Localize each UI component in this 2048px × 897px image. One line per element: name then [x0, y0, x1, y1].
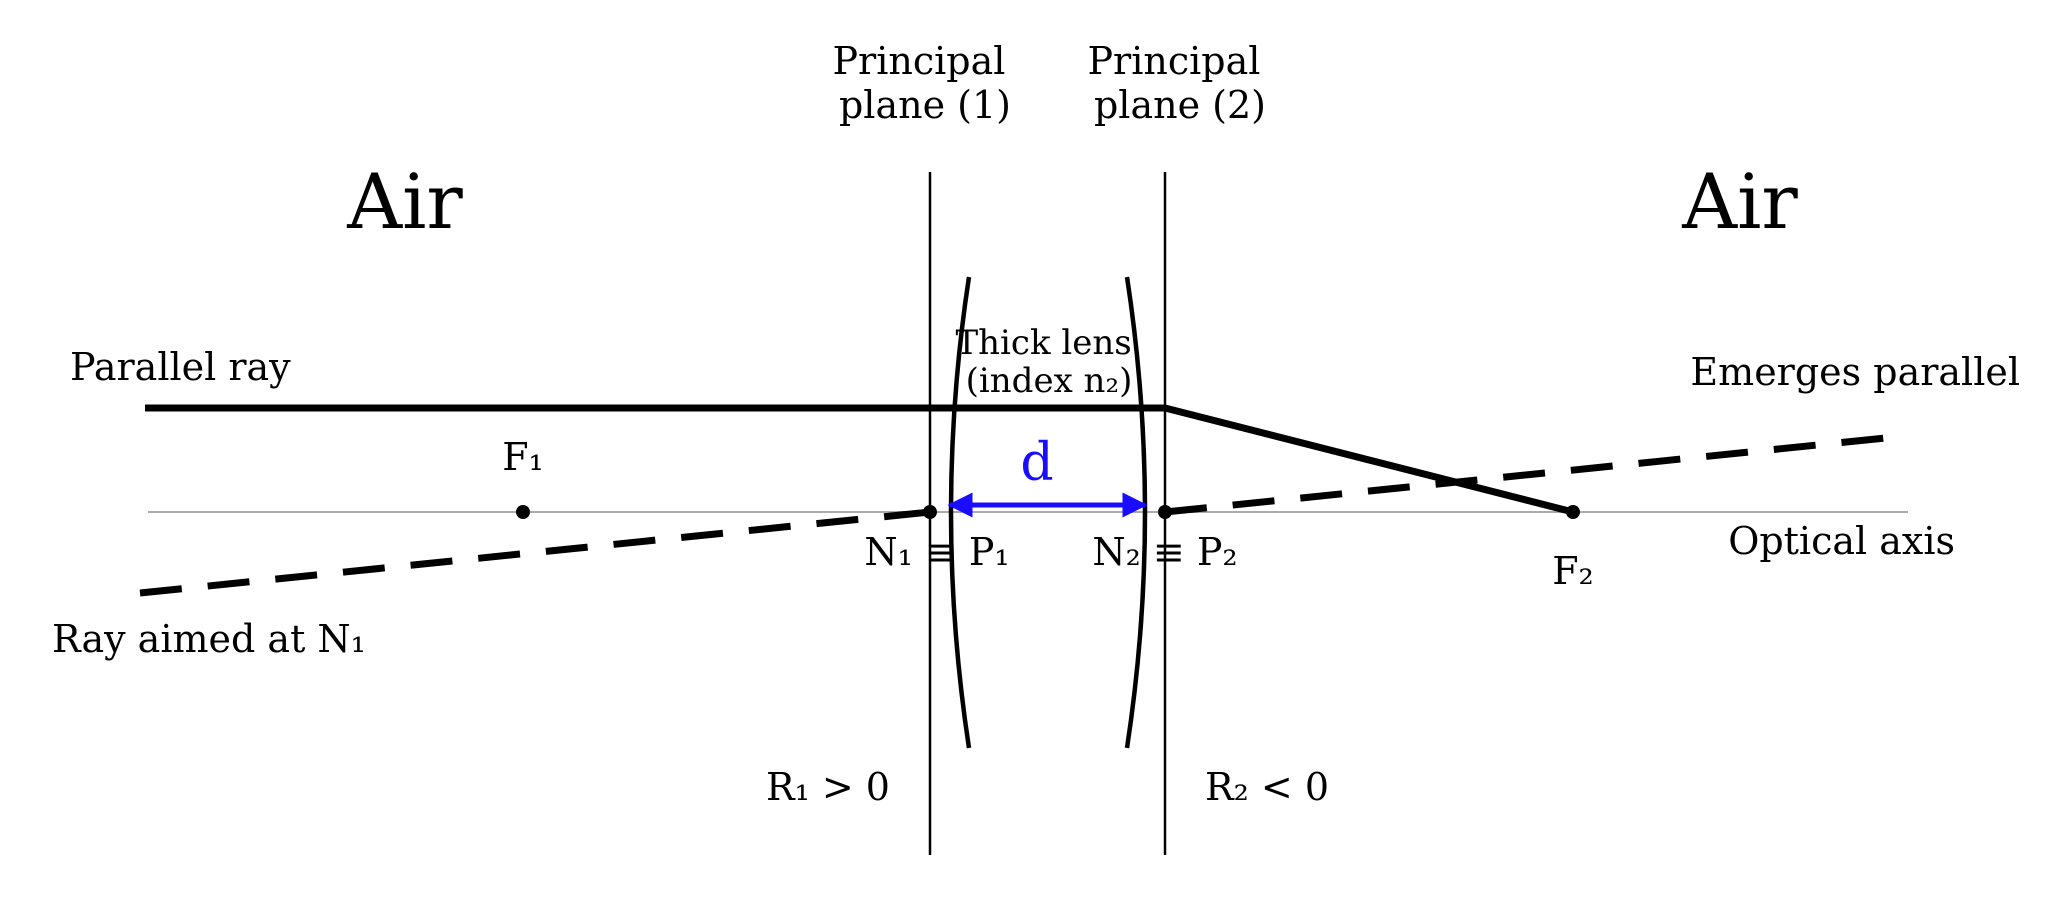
n1-p1-point: [923, 505, 937, 519]
r1-label: R₁ > 0: [765, 765, 890, 809]
thickness-label: d: [1020, 433, 1054, 493]
ray-aimed-label: Ray aimed at N₁: [52, 617, 366, 661]
principal-plane-1-label: Principal plane (1): [832, 39, 1012, 127]
f1-label: F₁: [502, 435, 544, 479]
ray-aimed-at-n1-incoming: [140, 512, 930, 593]
f2-label: F₂: [1552, 549, 1594, 593]
principal-plane-2-label: Principal plane (2): [1087, 39, 1267, 127]
f2-point: [1566, 505, 1580, 519]
n2-p2-point: [1158, 505, 1172, 519]
left-medium-label: Air: [347, 157, 463, 246]
emerges-parallel-label: Emerges parallel: [1690, 350, 2020, 394]
right-medium-label: Air: [1682, 157, 1798, 246]
n1-p1-label: N₁ ≡ P₁: [864, 530, 1010, 574]
parallel-ray-path: [145, 408, 1573, 512]
r2-label: R₂ < 0: [1205, 765, 1330, 809]
f1-point: [516, 505, 530, 519]
n2-p2-label: N₂ ≡ P₂: [1092, 530, 1238, 574]
parallel-ray-label: Parallel ray: [70, 345, 291, 389]
optical-axis-label: Optical axis: [1728, 519, 1955, 563]
thick-lens-label: Thick lens (index n₂): [955, 323, 1133, 401]
